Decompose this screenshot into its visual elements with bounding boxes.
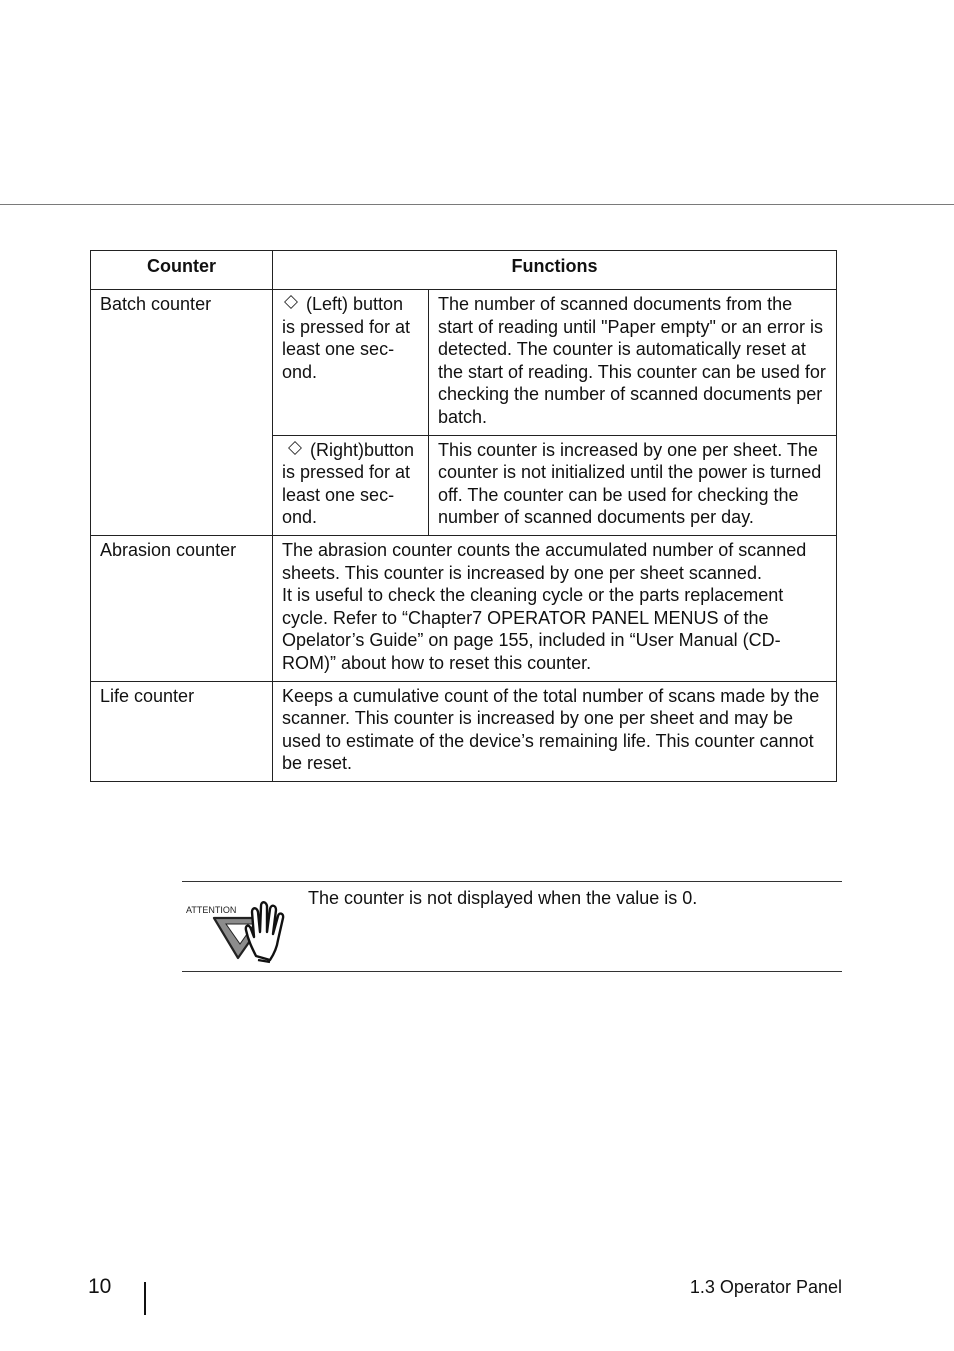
left-diamond-icon — [284, 295, 298, 309]
attention-note-text: The counter is not displayed when the value is 0. — [308, 888, 698, 908]
attention-hand-icon — [186, 894, 292, 964]
left-button-description: The number of scanned documents from the start of reading until "Paper empty" or an error is detected. The counter is automatically reset at the start of reading. This counter can be used for checking the number of scanned documents per batch. — [429, 290, 837, 436]
life-counter-description: Keeps a cumulative count of the total number of scans made by the scanner. This counter is increased by one per sheet and may be used to estimate of the device’s remaining life. This counter cannot be reset. — [273, 681, 837, 781]
table-row — [91, 535, 837, 681]
svg-text:ATTENTION: ATTENTION — [186, 905, 237, 915]
right-button-description: This counter is increased by one per sheet. The counter is not initialized until the power is turned off. The counter can be used for checking the number of scanned documents per day. — [429, 435, 837, 535]
table-header-row — [91, 251, 837, 290]
page-number: 10 — [88, 1275, 112, 1298]
left-button-condition: (Left) button is pressed for at least one sec- ond. — [273, 290, 429, 436]
table-row — [91, 681, 837, 781]
batch-counter-name: Batch counter — [91, 290, 273, 536]
life-counter-name: Life counter — [91, 681, 273, 781]
right-button-condition: (Right)button is pressed for at least one sec- ond. — [273, 435, 429, 535]
header-counter: Counter — [91, 251, 273, 290]
counter-table — [90, 250, 837, 782]
footer-section-title: 1.3 Operator Panel — [689, 1277, 842, 1297]
attention-note — [182, 881, 842, 972]
header-functions: Functions — [273, 251, 837, 290]
right-diamond-icon — [288, 441, 302, 455]
footer-divider — [144, 1282, 146, 1315]
table-row — [91, 290, 837, 436]
header-rule — [0, 204, 954, 205]
abrasion-counter-name: Abrasion counter — [91, 535, 273, 681]
abrasion-counter-description: The abrasion counter counts the accumulated number of scanned sheets. This counter is increased by one per sheet scanned. It is useful to check the cleaning cycle or the parts replacement cycle. Refer to “Chapter7 OPERATOR PANEL MENUS of the Opelator’s Guide” on page 155, included in “User Manual (CD-ROM)” about how to reset this counter. — [273, 535, 837, 681]
